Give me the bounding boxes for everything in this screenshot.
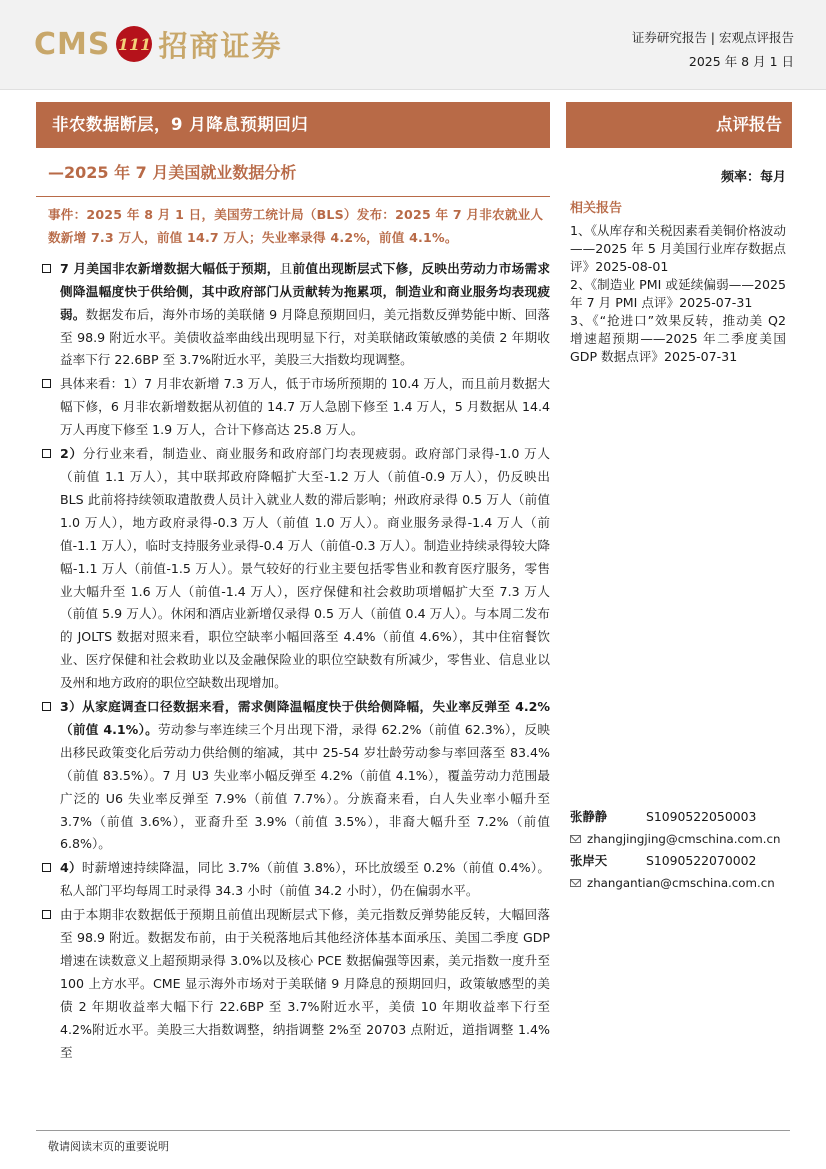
title-bar bbox=[36, 102, 550, 148]
report-type-tag: 点评报告 bbox=[716, 115, 782, 134]
report-category: 证券研究报告 | 宏观点评报告 bbox=[631, 30, 794, 45]
related-reports-heading: 相关报告 bbox=[570, 201, 623, 216]
paragraph-4: 3）从家庭调查口径数据来看，需求侧降温幅度快于供给侧降幅，失业率反弹至 4.2%（前值 4.1%）。劳动参与率连续三个月出现下滑，录得 62.2%（前值 62.3%），反映出移民政策变化后劳动力供给侧的缩减，其中 25-54 岁壮龄劳动参与率回落至 83.4%（前值 83.5%）。7 月 U3 失业率小幅反弹至 4.2%（前值 4.1%），覆盖劳动力范围最广泛的 U6 失业率反弹至 7.9%（前值 7.7%）。分族裔来看，白人失业率小幅升至 3.7%（前值 3.6%），亚裔升至 3.9%（前值 3.5%），非裔大幅升至 7.2%（前值 6.8%）。 bbox=[42, 696, 550, 856]
logo-latin: CMS bbox=[34, 26, 111, 62]
footer-disclaimer: 敬请阅读末页的重要说明 bbox=[48, 1140, 169, 1153]
paragraph-2: 具体来看：1）7 月非农新增 7.3 万人，低于市场所预期的 10.4 万人，而且前月数据大幅下修，6 月非农新增数据从初值的 14.7 万人急剧下修至 1.4 万人，5 月数据从 14.4 万人再度下修至 1.9 万人，合计下修高达 25.8 万人。 bbox=[42, 373, 550, 442]
paragraph-3: 2）分行业来看，制造业、商业服务和政府部门均表现疲弱。政府部门录得-1.0 万人（前值 1.1 万人），其中联邦政府降幅扩大至-1.2 万人（前值-0.9 万人），仍反映出 BLS 此前将持续领取遣散费人员计入就业人数的滞后影响；州政府录得 0.5 万人（前值 1.0 万人），地方政府录得-0.3 万人（前值 1.0 万人）。商业服务录得-1.4 万人（前值-1.1 万人），临时支持服务业录得-0.4 万人（前值-0.3 万人）。制造业持续录得较大降幅-1.1 万人（前值-1.5 万人）。景气较好的行业主要包括零售业和教育医疗服务，零售业大幅升至 1.6 万人（前值-1.4 万人），医疗保健和社会救助项增幅扩大至 7.3 万人（前值 5.9 万人）。休闲和酒店业新增仅录得 0.5 万人（前值 0.4 万人）。与本周二发布的 JOLTS 数据对照来看，职位空缺率小幅回落至 4.4%（前值 4.6%），其中住宿餐饮业、医疗保健和社会救助业以及金融保险业的职位空缺数有所减少，零售业、信息业以及州和地方政府的职位空缺数出现增加。 bbox=[42, 443, 550, 695]
main-content bbox=[42, 204, 550, 1066]
event-summary: 事件：2025 年 8 月 1 日，美国劳工统计局（BLS）发布：2025 年 7 月非农就业人数新增 7.3 万人，前值 14.7 万人；失业率录得 4.2%，前值 4.1%。 bbox=[48, 207, 544, 245]
page-header bbox=[0, 0, 826, 90]
tag-bar bbox=[566, 102, 792, 148]
envelope-icon bbox=[570, 835, 581, 843]
paragraph-5: 4）时薪增速持续降温，同比 3.7%（前值 3.8%），环比放缓至 0.2%（前值 0.4%）。私人部门平均每周工时录得 34.3 小时（前值 34.2 小时），仍在偏弱水平。 bbox=[42, 857, 550, 903]
author-row bbox=[570, 850, 790, 872]
author-name: 张静静 bbox=[570, 809, 608, 824]
related-reports bbox=[570, 200, 786, 366]
report-date: 2025 年 8 月 1 日 bbox=[688, 54, 794, 69]
related-report-item[interactable]: 1、《从库存和关税因素看美铜价格波动——2025 年 5 月美国行业库存数据点评》2025-08-01 bbox=[570, 223, 786, 274]
report-title: 非农数据断层，9 月降息预期回归 bbox=[52, 115, 309, 134]
author-row bbox=[570, 806, 790, 828]
square-bullet-icon bbox=[42, 264, 51, 273]
frequency-label: 频率：每月 bbox=[720, 170, 786, 185]
square-bullet-icon bbox=[42, 379, 51, 388]
square-bullet-icon bbox=[42, 863, 51, 872]
logo-badge-icon: 111 bbox=[116, 26, 152, 62]
author-email-row bbox=[570, 828, 790, 850]
title-divider bbox=[36, 196, 550, 197]
author-email-row bbox=[570, 872, 790, 894]
square-bullet-icon bbox=[42, 702, 51, 711]
author-license: S1090522070002 bbox=[646, 853, 757, 868]
cms-logo bbox=[34, 24, 283, 64]
logo-chinese: 招商证券 bbox=[158, 28, 283, 63]
author-email[interactable]: zhangantian@cmschina.com.cn bbox=[587, 876, 775, 890]
author-license: S1090522050003 bbox=[646, 809, 757, 824]
header-meta bbox=[632, 26, 794, 74]
author-block bbox=[570, 806, 790, 894]
related-report-item[interactable]: 3、《“抢进口”效果反转，推动美 Q2 增速超预期——2025 年二季度美国 GDP 数据点评》2025-07-31 bbox=[570, 313, 786, 364]
footer-divider bbox=[36, 1130, 790, 1131]
envelope-icon bbox=[570, 879, 581, 887]
paragraph-6: 由于本期非农数据低于预期且前值出现断层式下修，美元指数反弹势能反转，大幅回落至 98.9 附近。数据发布前，由于关税落地后其他经济体基本面承压、美国二季度 GDP 增速在读数意义上超预期录得 3.0%以及核心 PCE 数据偏强等因素，美元指数一度升至 100 上方水平。CME 显示海外市场对于美联储 9 月降息的预期回归，政策敏感型的美债 2 年期收益率大幅下行 22.6BP 至 3.7%附近水平，美债 10 年期收益率下行至 4.2%附近水平。美股三大指数调整，纳指调整 2%至 20703 点附近，道指调整 1.4%至 bbox=[42, 904, 550, 1064]
report-subtitle: —2025 年 7 月美国就业数据分析 bbox=[48, 163, 297, 182]
author-email[interactable]: zhangjingjing@cmschina.com.cn bbox=[587, 832, 781, 846]
related-report-item[interactable]: 2、《制造业 PMI 或延续偏弱——2025 年 7 月 PMI 点评》2025-07-31 bbox=[570, 277, 786, 310]
square-bullet-icon bbox=[42, 449, 51, 458]
square-bullet-icon bbox=[42, 910, 51, 919]
paragraph-1: 7 月美国非农新增数据大幅低于预期，且前值出现断层式下修，反映出劳动力市场需求侧降温幅度快于供给侧，其中政府部门从贡献转为拖累项，制造业和商业服务均表现疲弱。数据发布后，海外市场的美联储 9 月降息预期回归，美元指数反弹势能中断、回落至 98.9 附近水平。美债收益率曲线出现明显下行，对美联储政策敏感的美债 2 年期收益率下行 22.6BP 至 3.7%附近水平，美股三大指数均现调整。 bbox=[42, 258, 550, 373]
author-name: 张岸天 bbox=[570, 853, 608, 868]
